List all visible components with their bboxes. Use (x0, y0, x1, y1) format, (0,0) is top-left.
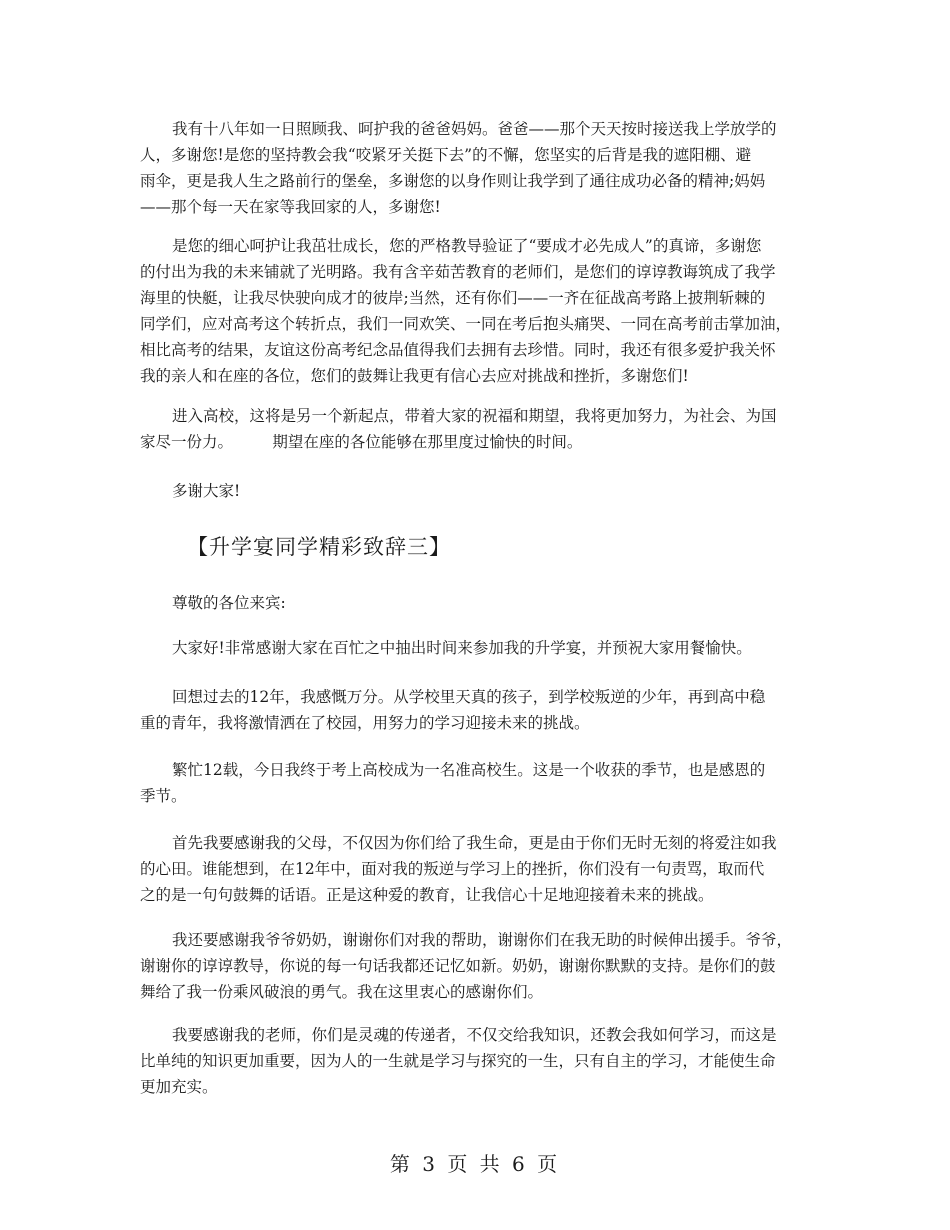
text-line: 多谢大家! (172, 482, 241, 500)
text-line: 首先我要感谢我的父母，不仅因为你们给了我生命，更是由于你们无时无刻的将爱注如我 (172, 834, 777, 852)
paragraph-parents-thanks (140, 830, 820, 908)
text-line: 家尽一份力。 期望在座的各位能够在那里度过愉快的时间。 (140, 433, 583, 451)
paragraph-new-start (140, 403, 820, 455)
page-number-footer: 第 3 页 共 6 页 (389, 1152, 561, 1176)
paragraph-greeting (140, 635, 820, 661)
text-line: 之的是一句句鼓舞的话语。正是这种爱的教育，让我信心十足地迎接着未来的挑战。 (140, 886, 714, 904)
text-line: 雨伞，更是我人生之路前行的堡垒，多谢您的以身作则让我学到了通往成功必备的精神;妈妈 (140, 172, 766, 190)
text-line: 进入高校，这将是另一个新起点，带着大家的祝福和期望，我将更加努力，为社会、为国 (172, 407, 777, 425)
paragraph-grandparents-thanks (140, 927, 820, 1005)
paragraph-harvest (140, 757, 820, 809)
text-line: 的付出为我的未来铺就了光明路。我有含辛茹苦教育的老师们，是您们的谆谆教诲筑成了我学 (140, 263, 776, 281)
paragraph-teachers-thanks (140, 1022, 820, 1100)
text-line: 相比高考的结果，友谊这份高考纪念品值得我们去拥有去珍惜。同时，我还有很多爱护我关怀 (140, 341, 776, 359)
text-line: 舞给了我一份乘风破浪的勇气。我在这里衷心的感谢你们。 (140, 983, 544, 1001)
paragraph-teachers-classmates (140, 233, 820, 389)
text-line: 回想过去的12年，我感慨万分。从学校里天真的孩子，到学校叛逆的少年，再到高中稳 (172, 688, 766, 706)
text-line: 我的亲人和在座的各位，您们的鼓舞让我更有信心去应对挑战和挫折，多谢您们! (140, 367, 689, 385)
text-line: 更加充实。 (140, 1078, 218, 1096)
text-line: 尊敬的各位来宾: (172, 594, 286, 612)
paragraph-parents (140, 116, 820, 220)
text-line: 重的青年，我将激情洒在了校园，用努力的学习迎接未来的挑战。 (140, 714, 590, 732)
text-line: 我要感谢我的老师，你们是灵魂的传递者，不仅交给我知识，还教会我如何学习，而这是 (172, 1026, 777, 1044)
text-line: 的心田。谁能想到，在12年中，面对我的叛逆与学习上的挫折，你们没有一句责骂，取而代 (140, 860, 765, 878)
text-line: 我有十八年如一日照顾我、呵护我的爸爸妈妈。爸爸——那个天天按时接送我上学放学的 (172, 120, 777, 138)
text-line: 海里的快艇，让我尽快驶向成才的彼岸;当然，还有你们——一齐在征战高考路上披荆斩棘的 (140, 289, 766, 307)
text-line: 大家好!非常感谢大家在百忙之中抽出时间来参加我的升学宴，并预祝大家用餐愉快。 (172, 639, 752, 657)
text-line: ——那个每一天在家等我回家的人，多谢您! (140, 198, 441, 216)
text-line: 繁忙12载，今日我终于考上高校成为一名准高校生。这是一个收获的季节，也是感恩的 (172, 761, 766, 779)
paragraph-recall (140, 684, 820, 736)
text-line: 比单纯的知识更加重要，因为人的一生就是学习与探究的一生，只有自主的学习，才能使生命 (140, 1052, 776, 1070)
section-heading: 【升学宴同学精彩致辞三】 (187, 535, 451, 559)
text-line: 季节。 (140, 787, 187, 805)
paragraph-salutation (140, 590, 820, 616)
paragraph-thanks-all (140, 478, 820, 504)
text-line: 是您的细心呵护让我茁壮成长，您的严格教导验证了“要成才必先成人”的真谛，多谢您 (172, 237, 762, 255)
text-line: 谢谢你的谆谆教导，你说的每一句话我都还记忆如新。奶奶，谢谢你默默的支持。是你们的鼓 (140, 957, 776, 975)
text-line: 人，多谢您!是您的坚持教会我“咬紧牙关挺下去”的不懈，您坚实的后背是我的遮阳棚、避 (140, 146, 752, 164)
text-line: 我还要感谢我爷爷奶奶，谢谢你们对我的帮助，谢谢你们在我无助的时候伸出援手。爷爷， (172, 931, 793, 949)
text-line: 同学们，应对高考这个转折点，我们一同欢笑、一同在考后抱头痛哭、一同在高考前击掌加油， (140, 315, 792, 333)
